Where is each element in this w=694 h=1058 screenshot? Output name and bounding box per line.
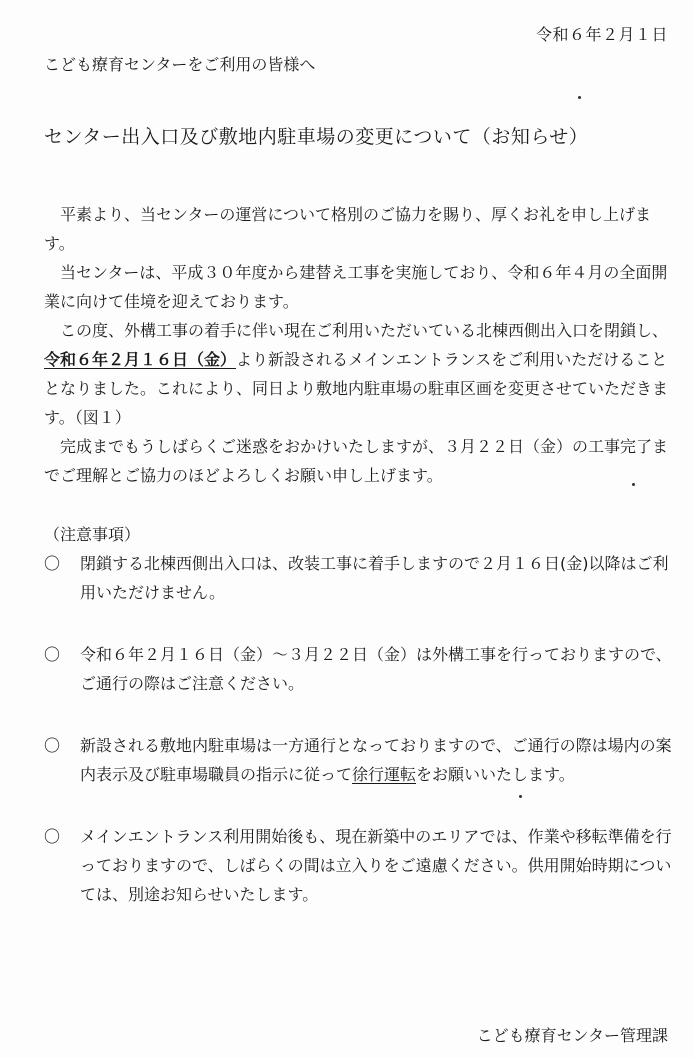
issuing-department: こども療育センター管理課: [476, 1026, 668, 1045]
scan-speck: [519, 795, 522, 798]
paragraph-apology: 完成までもうしばらくご迷惑をおかけいたしますが、３月２２日（金）の工事完了までご理解とご協力のほどよろしくお願い申し上げます。: [44, 437, 669, 485]
paragraph-change-rest: より新設されるメインエントランスをご利用いただけることとなりました。これにより、同日より敷地内駐車場の駐車区画を変更させていただきます。（図１）: [44, 350, 669, 427]
bullet-circle: 〇: [44, 554, 61, 573]
recipient-line: こども療育センターをご利用の皆様へ: [44, 55, 316, 74]
note-text: [80, 736, 672, 784]
scan-speck: [632, 483, 635, 486]
note-item: [44, 640, 674, 698]
notice-body: [44, 200, 674, 490]
note-text: 令和６年２月１６日（金）～３月２２日（金）は外構工事を行っておりますので、ご通行の際はご注意ください。: [80, 645, 672, 693]
paragraph-change-lead: この度、外構工事の着手に伴い現在ご利用いただいている北棟西側出入口を閉鎖し、: [60, 321, 669, 340]
note-text: メインエントランス利用開始後も、現在新築中のエリアでは、作業や移転準備を行っておりますので、しばらくの間は立入りをご遠慮ください。供用開始時期については、別途お知らせいたします。: [80, 827, 672, 904]
note-text: 閉鎖する北棟西側出入口は、改装工事に着手しますので２月１６日(金)以降はご利用いただけません。: [80, 554, 669, 602]
note-item: [44, 822, 674, 909]
paragraph-greeting: 平素より、当センターの運営について格別のご協力を賜り、厚くお礼を申し上げます。: [44, 205, 652, 253]
note-text-lead: 新設される敷地内駐車場は一方通行となっておりますので、ご通行の際は場内の案内表示及び駐車場職員の指示に従って: [80, 736, 672, 784]
change-date-emphasis: 令和６年２月１６日（金）: [44, 350, 237, 369]
paragraph-construction: 当センターは、平成３０年度から建替え工事を実施しており、令和６年４月の全面開業に向けて佳境を迎えております。: [44, 263, 668, 311]
paragraph-change: [44, 316, 674, 432]
slow-driving-emphasis: 徐行運転: [352, 765, 417, 784]
notes-heading: （注意事項）: [44, 525, 141, 544]
bullet-circle: 〇: [44, 736, 61, 755]
issue-date: 令和６年２月１日: [535, 25, 668, 44]
note-text-rest: をお願いいたします。: [416, 765, 575, 784]
note-item: [44, 549, 674, 607]
bullet-circle: 〇: [44, 645, 61, 664]
notice-title: センター出入口及び敷地内駐車場の変更について（お知らせ）: [44, 126, 589, 148]
bullet-circle: 〇: [44, 827, 61, 846]
notes-list: [44, 549, 674, 942]
scan-speck: [578, 96, 581, 99]
note-item: [44, 731, 674, 789]
